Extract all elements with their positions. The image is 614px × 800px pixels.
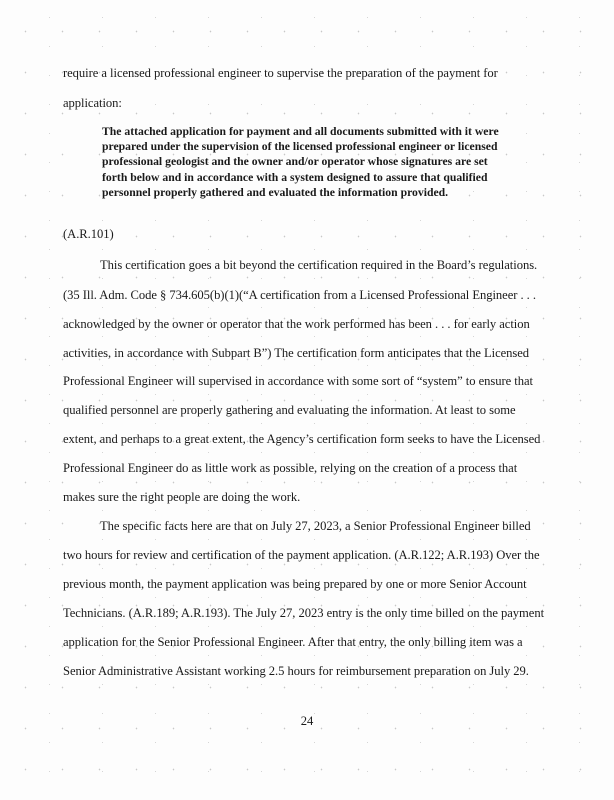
body-line: require a licensed professional engineer to supervise the preparation of the payment for bbox=[63, 66, 498, 80]
body-line: activities, in accordance with Subpart B”) The certification form anticipates that the Licensed bbox=[63, 346, 530, 360]
body-line: Senior Administrative Assistant working 2.5 hours for reimbursement preparation on July 29. bbox=[63, 664, 529, 678]
body-line: two hours for review and certification of the payment application. (A.R.122; A.R.193) Over the bbox=[63, 548, 540, 562]
body-line: The specific facts here are that on July 27, 2023, a Senior Professional Engineer billed bbox=[100, 519, 531, 533]
body-line: This certification goes a bit beyond the certification required in the Board’s regulations. bbox=[100, 258, 538, 272]
body-line: previous month, the payment application was being prepared by one or more Senior Account bbox=[63, 577, 527, 591]
body-line: Professional Engineer will supervised in accordance with some sort of “system” to ensure that bbox=[63, 374, 533, 388]
citation-line: (A.R.101) bbox=[63, 227, 114, 241]
body-line: application: bbox=[63, 96, 122, 110]
body-line: (35 Ill. Adm. Code § 734.605(b)(1)(“A certification from a Licensed Professional Engineer . . . bbox=[63, 288, 536, 302]
body-line: Technicians. (A.R.189; A.R.193). The July 27, 2023 entry is the only time billed on the payment bbox=[63, 606, 545, 620]
block-quote: The attached application for payment and all documents submitted with it were prepared under the supervision of the licensed professional engineer or licensed professional geologist and the owner and/or operator whose signatures are set forth below and in accordance with a system designed to assure that qualified personnel properly gathered and evaluated the information provided. bbox=[102, 125, 499, 199]
body-line: makes sure the right people are doing the work. bbox=[63, 490, 301, 504]
page-number: 24 bbox=[300, 714, 314, 728]
body-line: application for the Senior Professional Engineer. After that entry, the only billing item was a bbox=[63, 635, 523, 649]
body-line: extent, and perhaps to a great extent, the Agency’s certification form seeks to have the Licensed bbox=[63, 432, 541, 446]
body-line: qualified personnel are properly gathering and evaluating the information. At least to some bbox=[63, 403, 516, 417]
body-line: acknowledged by the owner or operator that the work performed has been . . . for early action bbox=[63, 317, 530, 331]
body-line: Professional Engineer do as little work as possible, relying on the creation of a process that bbox=[63, 461, 518, 475]
